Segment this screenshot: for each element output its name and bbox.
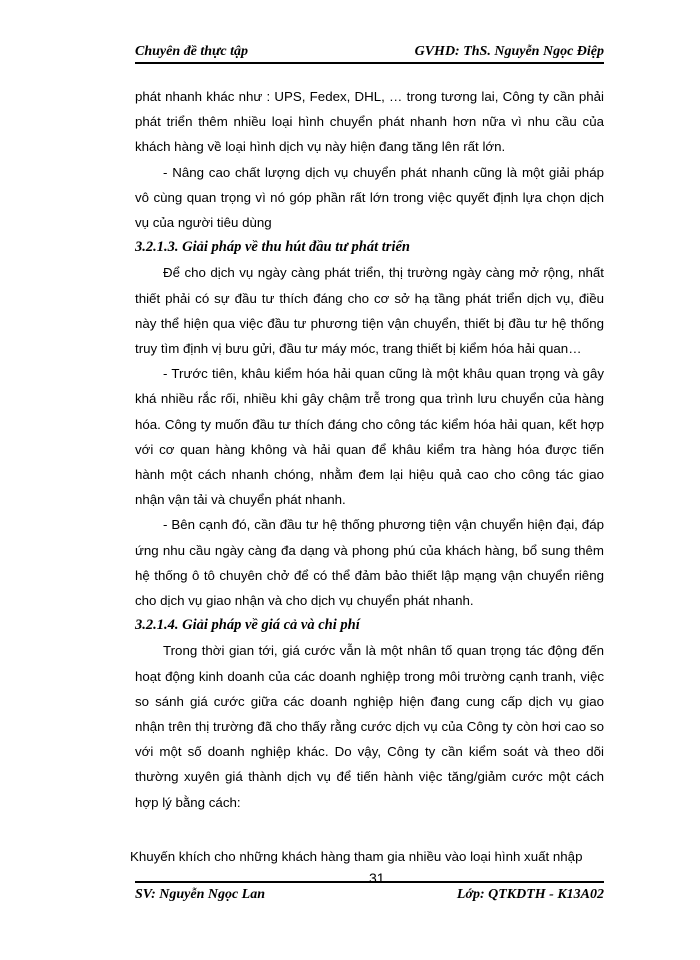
page-header bbox=[135, 38, 604, 64]
page-number: 31 bbox=[369, 870, 385, 886]
paragraph-service-quality: - Nâng cao chất lượng dịch vụ chuyển phát nhanh cũng là một giải pháp vô cùng quan trọng vì nó góp phần rất lớn trong việc quyết định lựa chọn dịch vụ của người tiêu dùng bbox=[135, 164, 604, 231]
paragraph-investment-intro: Để cho dịch vụ ngày càng phát triển, thị trường ngày càng mở rộng, nhất thiết phải có sự đầu tư thích đáng cho cơ sở hạ tầng phát triển dịch vụ, điều này thể hiện qua việc đầu tư phương tiện vận chuyển, thiết bị đầu tư hệ thống truy tìm định vị bưu gửi, đầu tư máy móc, trang thiết bị kiểm hóa hải quan… bbox=[135, 265, 604, 357]
paragraph-customs-inspection: - Trước tiên, khâu kiểm hóa hải quan cũng là một khâu quan trọng và gây khá nhiều rắc rối, nhiều khi gây chậm trễ trong qua trình lưu chuyển của hàng hóa. Công ty muốn đầu tư thích đáng cho công tác kiểm hóa hải quan, kết hợp với cơ quan hàng không và hải quan để khâu kiểm tra hàng hóa được tiến hành một cách nhanh chóng, nhằm đem lại hiệu quả cao cho công tác giao nhận vận tải và chuyển phát nhanh. bbox=[135, 366, 604, 508]
paragraph-pricing: Trong thời gian tới, giá cước vẫn là một nhân tố quan trọng tác động đến hoạt động kinh doanh của các doanh nghiệp trong môi trường cạnh tranh, việc so sánh giá cước giữa các doanh nghiệp hiện đang cung cấp dịch vụ giao nhận trên thị trường đã cho thấy rằng cước dịch vụ của Công ty còn hơi cao so với một số doanh nghiệp khác. Do vậy, Công ty cần kiểm soát và theo dõi thường xuyên giá thành dịch vụ để tiến hành việc tăng/giảm cước một cách hợp lý bằng cách: bbox=[135, 643, 604, 810]
footer-class: Lớp: QTKDTH - K13A02 bbox=[456, 887, 604, 902]
page-footer bbox=[135, 870, 604, 907]
paragraph-continuation: phát nhanh khác như : UPS, Fedex, DHL, … trong tương lai, Công ty cần phải phát triển thêm nhiều loại hình chuyển phát nhanh hơn nữa vì nhu cầu của khách hàng về loại hình dịch vụ này hiện đang tăng lên rất lớn. bbox=[135, 89, 604, 155]
section-heading-pricing: 3.2.1.4. Giải pháp về giá cả và chi phí bbox=[135, 617, 360, 634]
paragraph-transport-system: - Bên cạnh đó, cần đầu tư hệ thống phương tiện vận chuyển hiện đại, đáp ứng nhu cầu ngày càng đa dạng và phong phú của khách hàng, bổ sung thêm hệ thống ô tô chuyên chở để có thể đảm bảo thiết lập mạng vận chuyển riêng cho dịch vụ giao nhận và cho dịch vụ chuyển phát nhanh. bbox=[135, 517, 604, 609]
paragraph-last-line: Khuyến khích cho những khách hàng tham gia nhiều vào loại hình xuất nhập bbox=[130, 849, 583, 864]
header-supervisor: GVHD: ThS. Nguyễn Ngọc Điệp bbox=[414, 44, 604, 59]
section-heading-investment: 3.2.1.3. Giải pháp về thu hút đầu tư phát triển bbox=[135, 239, 410, 256]
document-body bbox=[135, 84, 604, 815]
header-document-title: Chuyên đề thực tập bbox=[135, 44, 249, 59]
footer-student: SV: Nguyễn Ngọc Lan bbox=[135, 887, 266, 902]
